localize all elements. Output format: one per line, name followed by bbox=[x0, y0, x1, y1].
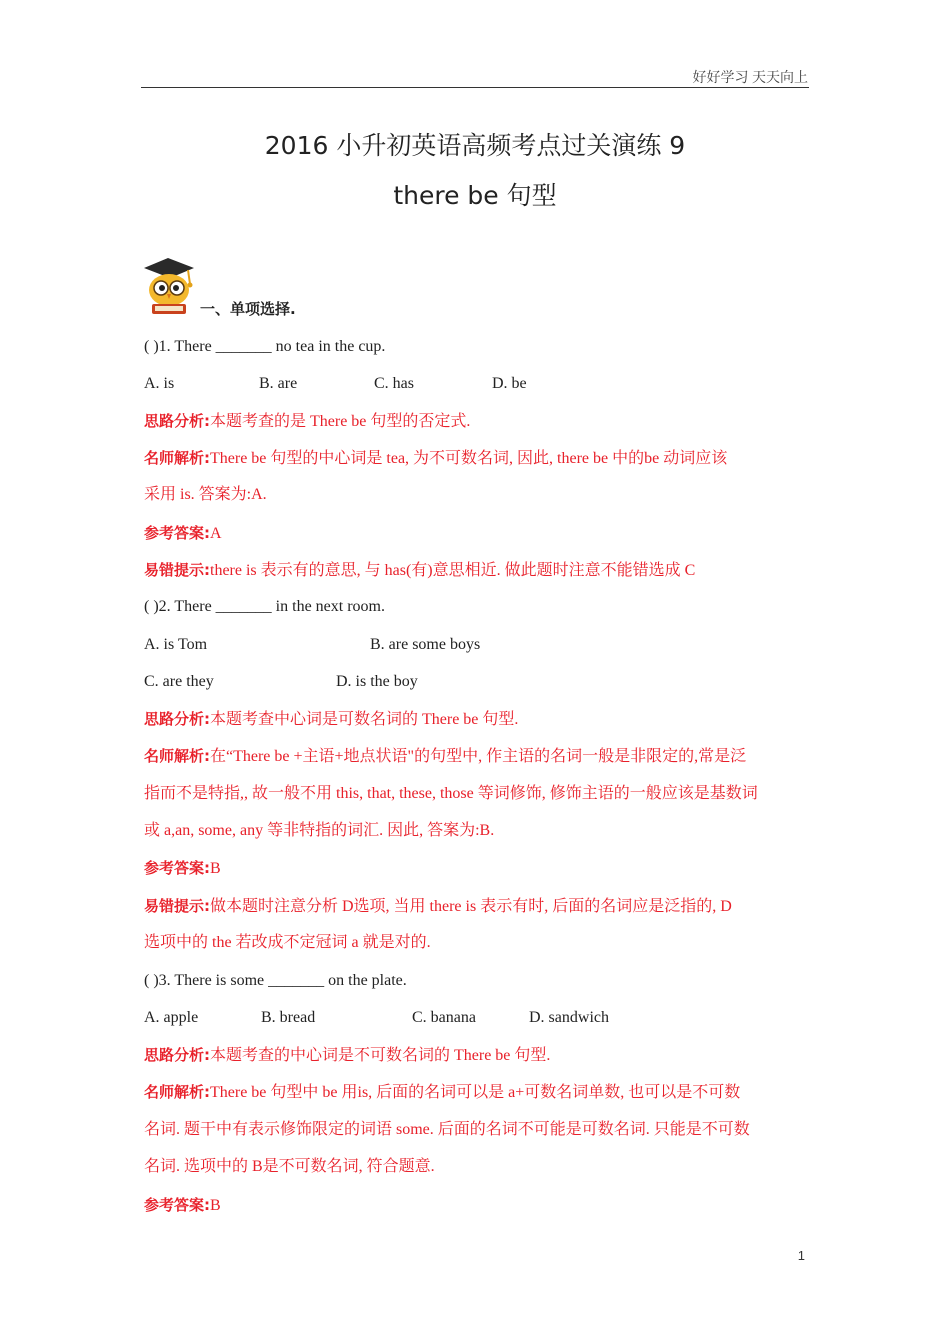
q1-analysis bbox=[144, 411, 470, 432]
q2-teacher-text: 在“There be +主语+地点状语"的句型中, 作主语的名词一般是非限定的,常是泛 bbox=[210, 748, 747, 765]
q1-option-d: D. be bbox=[492, 375, 527, 392]
q3-teacher-cont-1: 名词. 题干中有表示修饰限定的词语 some. 后面的名词不可能是可数名词. 只能是不可数 bbox=[144, 1121, 750, 1138]
q1-stem: ( )1. There _______ no tea in the cup. bbox=[144, 338, 386, 355]
section-heading: 一、单项选择. bbox=[200, 300, 296, 318]
q2-option-c: C. are they bbox=[144, 673, 214, 690]
q1-analysis-label: 思路分析: bbox=[144, 412, 210, 430]
q2-options-row1 bbox=[144, 635, 794, 655]
q1-answer-value: A bbox=[210, 525, 222, 542]
q2-tip-cont: 选项中的 the 若改成不定冠词 a 就是对的. bbox=[144, 934, 431, 951]
q1-answer bbox=[144, 523, 222, 544]
q2-analysis-label: 思路分析: bbox=[144, 710, 210, 728]
q3-teacher bbox=[144, 1082, 740, 1103]
header-rule bbox=[141, 87, 809, 88]
q2-answer-label: 参考答案: bbox=[144, 859, 210, 877]
q3-answer-label: 参考答案: bbox=[144, 1196, 210, 1214]
q1-tip-text: there is 表示有的意思, 与 has(有)意思相近. 做此题时注意不能错选成 C bbox=[210, 562, 696, 579]
q3-option-b: B. bread bbox=[261, 1009, 316, 1026]
q2-analysis bbox=[144, 709, 518, 730]
q2-teacher-cont-2: 或 a,an, some, any 等非特指的词汇. 因此, 答案为:B. bbox=[144, 822, 495, 839]
q2-teacher-label: 名师解析: bbox=[144, 747, 210, 765]
q1-teacher bbox=[144, 448, 727, 469]
q2-stem: ( )2. There _______ in the next room. bbox=[144, 598, 385, 615]
q3-answer bbox=[144, 1195, 221, 1216]
q3-option-c: C. banana bbox=[412, 1009, 476, 1026]
page-subtitle: there be 句型 bbox=[393, 181, 557, 210]
page-title: 2016 小升初英语高频考点过关演练 9 bbox=[264, 131, 686, 160]
q2-answer bbox=[144, 858, 221, 879]
q1-teacher-cont: 采用 is. 答案为:A. bbox=[144, 486, 267, 503]
header-slogan: 好好学习 天天向上 bbox=[692, 71, 808, 86]
q1-teacher-label: 名师解析: bbox=[144, 449, 210, 467]
q1-option-c: C. has bbox=[374, 375, 414, 392]
q2-option-d: D. is the boy bbox=[336, 673, 418, 690]
q3-analysis-text: 本题考查的中心词是不可数名词的 There be 句型. bbox=[210, 1047, 551, 1064]
q2-answer-value: B bbox=[210, 860, 221, 877]
q2-teacher bbox=[144, 746, 746, 767]
q3-analysis bbox=[144, 1045, 550, 1066]
q1-tip-label: 易错提示: bbox=[144, 561, 210, 579]
q3-teacher-cont-2: 名词. 选项中的 B是不可数名词, 符合题意. bbox=[144, 1158, 435, 1175]
q3-options bbox=[144, 1008, 794, 1028]
q1-options bbox=[144, 374, 794, 394]
q3-option-d: D. sandwich bbox=[529, 1009, 609, 1026]
q2-tip-text: 做本题时注意分析 D选项, 当用 there is 表示有时, 后面的名词应是泛指的, D bbox=[210, 898, 732, 915]
q2-teacher-cont-1: 指而不是特指,, 故一般不用 this, that, these, those 等词修饰, 修饰主语的一般应该是基数词 bbox=[144, 785, 758, 802]
q1-analysis-text: 本题考查的是 There be 句型的否定式. bbox=[210, 413, 471, 430]
q2-option-b: B. are some boys bbox=[370, 636, 481, 653]
q1-answer-label: 参考答案: bbox=[144, 524, 210, 542]
q1-teacher-text: There be 句型的中心词是 tea, 为不可数名词, 因此, there be 中的be 动词应该 bbox=[210, 450, 728, 467]
q2-options-row2 bbox=[144, 672, 794, 692]
q3-teacher-text: There be 句型中 be 用is, 后面的名词可以是 a+可数名词单数, 也可以是不可数 bbox=[210, 1084, 741, 1101]
q2-option-a: A. is Tom bbox=[144, 636, 208, 653]
q3-analysis-label: 思路分析: bbox=[144, 1046, 210, 1064]
q2-tip-label: 易错提示: bbox=[144, 897, 210, 915]
page-number: 1 bbox=[797, 1248, 805, 1263]
owl-mascot-icon bbox=[140, 256, 198, 318]
q3-answer-value: B bbox=[210, 1197, 221, 1214]
q2-analysis-text: 本题考查中心词是可数名词的 There be 句型. bbox=[210, 711, 519, 728]
q3-option-a: A. apple bbox=[144, 1009, 199, 1026]
q2-tip bbox=[144, 896, 732, 917]
q3-teacher-label: 名师解析: bbox=[144, 1083, 210, 1101]
q3-stem: ( )3. There is some _______ on the plate. bbox=[144, 972, 407, 989]
q1-tip bbox=[144, 560, 695, 581]
q1-option-a: A. is bbox=[144, 375, 175, 392]
q1-option-b: B. are bbox=[259, 375, 298, 392]
